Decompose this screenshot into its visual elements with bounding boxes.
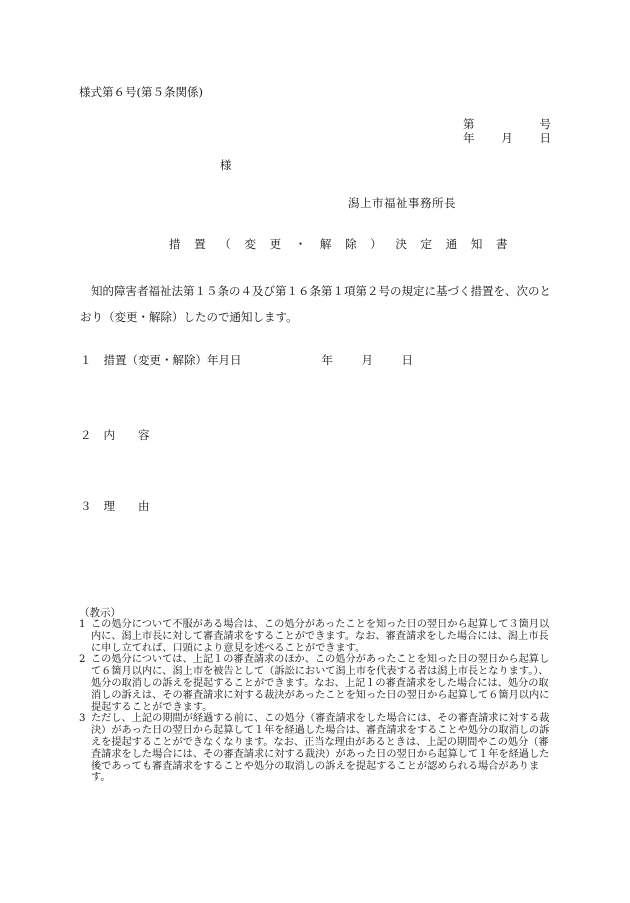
date-year: 年 <box>463 131 475 145</box>
item-reason <box>80 498 150 514</box>
date-day: 日 <box>539 131 551 145</box>
document-number-prefix: 第 <box>463 117 475 131</box>
item-date-fields <box>322 352 418 368</box>
item-label: 内 容 <box>103 428 150 442</box>
notice-item-text: この処分について不服がある場合は、この処分があったことを知った日の翌日から起算して３箇月以内に、潟上市長に対して審査請求をすることができます。なお、審査請求をした場合には、潟上市長に申し立てれば、口頭により意見を述べることができます。 <box>91 619 550 654</box>
item-number: ３ <box>80 499 92 513</box>
notice-item <box>79 619 557 654</box>
notice-list <box>79 619 557 784</box>
notice-item <box>79 654 557 713</box>
document-date <box>463 130 551 146</box>
body-paragraph: 知的障害者福祉法第１５条の４及び第１６条第１項第２号の規定に基づく措置を、次のとおり（変更・解除）したので通知します。 <box>80 284 551 324</box>
form-number-label: 様式第６号(第５条関係) <box>79 85 203 99</box>
item-number: ２ <box>80 428 92 442</box>
notice-title: （教示） <box>79 607 121 619</box>
item-label: 理 由 <box>103 499 150 513</box>
item-date-year: 年 <box>321 353 333 367</box>
document-number-suffix: 号 <box>539 117 551 131</box>
item-label: 措置（変更・解除）年月日 <box>103 353 242 367</box>
notice-item-number: 3 <box>79 713 86 725</box>
notice-item-text: ただし、上記の期間が経過する前に、この処分（審査請求をした場合には、その審査請求に対する裁決）があった日の翌日から起算して１年を経過した場合は、審査請求をすることや処分の取消しの訴えを提起することができなくなります。なお、正当な理由があるときは、上記の期間やこの処分（審査請求をした場合には、その審査請求に対する裁決）があった日の翌日から起算して１年を経過した後であっても審査請求をすることや処分の取消しの訴えを提起することが認められる場合があります。 <box>91 713 550 784</box>
item-measure-date <box>80 352 418 368</box>
date-month: 月 <box>501 131 513 145</box>
sender: 潟上市福祉事務所長 <box>348 196 456 210</box>
document-title: 措 置 （ 変 更 ・ 解 除 ） 決 定 通 知 書 <box>169 237 510 251</box>
notice-item-text: この処分については、上記１の審査請求のほか、この処分があったことを知った日の翌日から起算して６箇月以内に、潟上市を被告として（訴訟において潟上市を代表する者は潟上市長となります。）、処分の取消しの訴えを提起することができます。なお、上記１の審査請求をした場合には、処分の取消しの訴えは、その審査請求に対する裁決があったことを知った日の翌日から起算して６箇月以内に提起することができます。 <box>91 654 550 713</box>
item-date-month: 月 <box>361 353 373 367</box>
notice-item-number: 2 <box>79 654 86 666</box>
item-content <box>80 427 150 443</box>
notice-item-number: 1 <box>79 619 86 630</box>
item-number: １ <box>80 353 92 367</box>
item-date-day: 日 <box>401 353 413 367</box>
notice-item <box>79 713 557 784</box>
addressee: 様 <box>220 158 232 172</box>
